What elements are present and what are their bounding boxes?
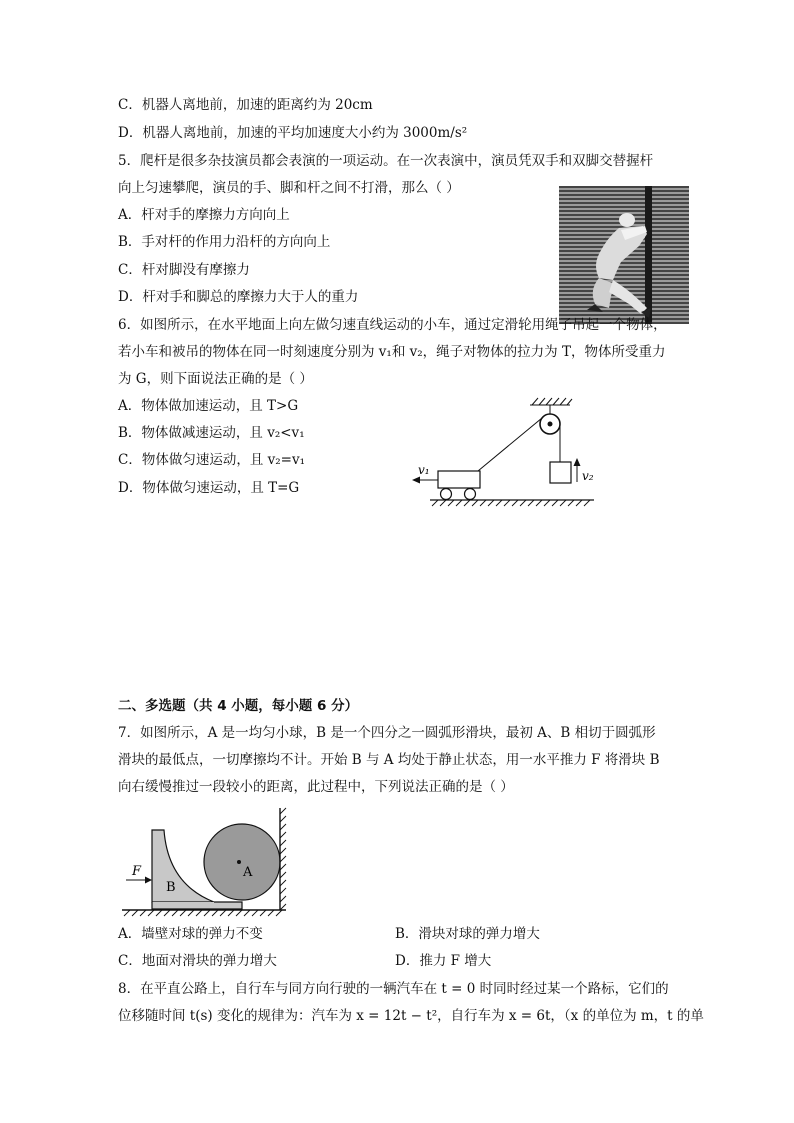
q6-option-c: C．物体做匀速运动，且 v₂=v₁ <box>118 452 306 468</box>
label-v2: v₂ <box>582 469 594 483</box>
q7-stem-line3: 向右缓慢推过一段较小的距离，此过程中，下列说法正确的是（ ） <box>118 779 514 795</box>
q6-option-d: D．物体做匀速运动，且 T=G <box>118 480 300 496</box>
q8-stem-line2: 位移随时间 t(s) 变化的规律为：汽车为 x = 12t − t²，自行车为 x = 6t，（x 的单位为 m，t 的单 <box>118 1008 704 1024</box>
q7-option-a: A．墙壁对球的弹力不变 <box>118 926 263 942</box>
q5-option-c: C．杆对脚没有摩擦力 <box>118 262 250 278</box>
q5-option-b: B．手对杆的作用力沿杆的方向向上 <box>118 234 331 250</box>
q6-option-a: A．物体做加速运动，且 T>G <box>118 398 299 414</box>
q5-stem-line2: 向上匀速攀爬，演员的手、脚和杆之间不打滑，那么（ ） <box>118 180 460 196</box>
q5-option-a: A．杆对手的摩擦力方向向上 <box>118 207 290 223</box>
q7-stem-line2: 滑块的最低点，一切摩擦均不计。开始 B 与 A 均处于静止状态，用一水平推力 F 将滑块 B <box>118 752 660 768</box>
section-heading-multiple-choice: 二、多选题（共 4 小题，每小题 6 分） <box>118 698 359 714</box>
label-A: A <box>243 865 253 880</box>
label-v1: v₁ <box>418 463 430 477</box>
q7-option-d: D．推力 F 增大 <box>395 953 492 969</box>
q7-option-b: B．滑块对球的弹力增大 <box>395 926 540 942</box>
q4-option-c: C．机器人离地前，加速的距离约为 20cm <box>118 97 373 113</box>
q8-stem-line1: 8．在平直公路上，自行车与同方向行驶的一辆汽车在 t = 0 时同时经过某一个路标，它们的 <box>118 981 669 997</box>
q5-option-d: D．杆对手和脚总的摩擦力大于人的重力 <box>118 289 359 305</box>
q6-stem-line2: 若小车和被吊的物体在同一时刻速度分别为 v₁和 v₂，绳子对物体的拉力为 T，物体所受重力 <box>118 344 666 360</box>
ball-block-diagram <box>118 806 293 918</box>
q6-stem-line3: 为 G，则下面说法正确的是（ ） <box>118 371 313 387</box>
label-B: B <box>166 880 176 895</box>
q6-stem-line1: 6．如图所示，在水平地面上向左做匀速直线运动的小车，通过定滑轮用绳子吊起一个物体， <box>118 317 667 333</box>
pole-climber-photo <box>559 186 689 324</box>
q5-stem-line1: 5．爬杆是很多杂技演员都会表演的一项运动。在一次表演中，演员凭双手和双脚交替握杆 <box>118 153 654 169</box>
q7-stem-line1: 7．如图所示，A 是一均匀小球，B 是一个四分之一圆弧形滑块，最初 A、B 相切于圆弧形 <box>118 725 656 741</box>
q7-option-c: C．地面对滑块的弹力增大 <box>118 953 277 969</box>
cart-pulley-diagram <box>410 396 600 516</box>
q6-option-b: B．物体做减速运动，且 v₂<v₁ <box>118 425 305 441</box>
label-F: F <box>132 864 142 879</box>
q4-option-d: D．机器人离地前，加速的平均加速度大小约为 3000m/s² <box>118 125 468 141</box>
